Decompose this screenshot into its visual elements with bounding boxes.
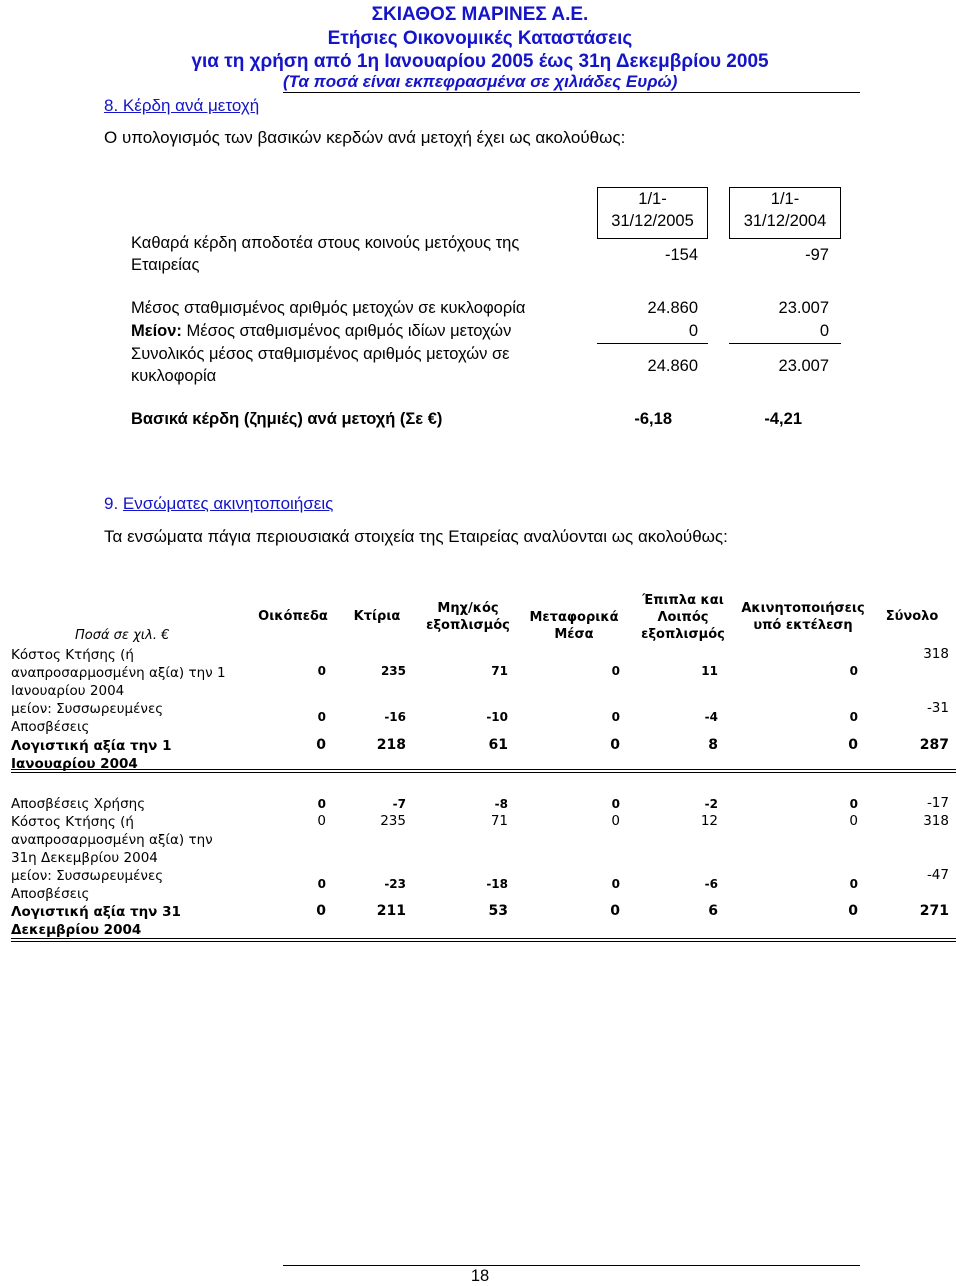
row-dep-year-label: Αποσβέσεις Χρήσης xyxy=(11,796,146,812)
header-rule xyxy=(283,92,860,93)
avg-shares-2005: 24.860 xyxy=(647,299,698,317)
row-nbv-dec-vehicles: 0 xyxy=(610,903,620,919)
net-profit-2004: -97 xyxy=(805,246,829,264)
section-9-title xyxy=(104,494,333,514)
row-dep-dec-machinery: -18 xyxy=(486,877,508,891)
col-2005-header-line2: 31/12/2005 xyxy=(611,212,694,230)
row-nbv-2004-construction: 0 xyxy=(848,737,858,753)
double-rule-1 xyxy=(11,769,956,773)
subtotal-rule-2004 xyxy=(729,343,841,344)
col-buildings: Κτίρια xyxy=(353,609,401,624)
row-cost-dec-total: 318 xyxy=(923,813,949,829)
row-cost-dec-machinery: 71 xyxy=(490,813,508,829)
row-dep-year-buildings: -7 xyxy=(392,797,406,811)
row-dep-2004-label: μείον: Συσσωρευμένες Αποσβέσεις xyxy=(11,701,164,735)
row-cost-dec-construction: 0 xyxy=(849,813,858,829)
row-nbv-dec-label: Λογιστική αξία την 31 Δεκεμβρίου 2004 xyxy=(11,904,181,938)
row-nbv-dec-construction: 0 xyxy=(848,903,858,919)
eps-2005: -6,18 xyxy=(634,410,672,428)
row-dep-dec-label: μείον: Συσσωρευμένες Αποσβέσεις xyxy=(11,868,164,902)
row-dep-2004-furniture: -4 xyxy=(704,710,718,724)
row-cost-dec-furniture: 12 xyxy=(700,813,718,829)
row-cost-2004-label: Κόστος Κτήσης (ή αναπροσαρμοσμένη αξία) την 1 Ιανουαρίου 2004 xyxy=(11,647,226,699)
currency-note: (Τα ποσά είναι εκπεφρασμένα σε χιλιάδες Ευρώ) xyxy=(283,72,678,91)
row-nbv-2004-label: Λογιστική αξία την 1 Ιανουαρίου 2004 xyxy=(11,738,172,772)
row-cost-dec-vehicles: 0 xyxy=(611,813,620,829)
col-2005-header-line1: 1/1- xyxy=(638,190,667,208)
row-nbv-dec-furniture: 6 xyxy=(708,903,718,919)
row-dep-dec-vehicles: 0 xyxy=(611,877,620,891)
row-dep-dec-land: 0 xyxy=(317,877,326,891)
row-dep-year-vehicles: 0 xyxy=(611,797,620,811)
row-cost-dec-land: 0 xyxy=(317,813,326,829)
double-rule-2 xyxy=(11,938,956,942)
treasury-shares-2004: 0 xyxy=(819,322,829,340)
total-shares-2004: 23.007 xyxy=(778,357,829,375)
section-8-intro: Ο υπολογισμός των βασικών κερδών ανά μετοχή έχει ως ακολούθως: xyxy=(104,128,626,147)
less-label: Μείον: xyxy=(131,322,182,340)
avg-shares-2004: 23.007 xyxy=(778,299,829,317)
col-land: Οικόπεδα xyxy=(258,609,328,624)
row-cost-2004-total: 318 xyxy=(923,646,949,662)
row-cost-2004-construction: 0 xyxy=(849,664,858,678)
row-nbv-2004-machinery: 61 xyxy=(488,737,508,753)
row-dep-year-machinery: -8 xyxy=(494,797,508,811)
avg-shares-label: Μέσος σταθμισμένος αριθμός μετοχών σε κυκλοφορία xyxy=(131,299,526,317)
row-cost-dec-buildings: 235 xyxy=(380,813,406,829)
row-nbv-2004-vehicles: 0 xyxy=(610,737,620,753)
row-dep-2004-construction: 0 xyxy=(849,710,858,724)
row-cost-2004-machinery: 71 xyxy=(491,664,508,678)
section-8-title: 8. Κέρδη ανά μετοχή xyxy=(104,96,260,115)
row-dep-2004-machinery: -10 xyxy=(486,710,508,724)
row-dep-year-total: -17 xyxy=(926,795,949,811)
row-nbv-dec-machinery: 53 xyxy=(488,903,508,919)
amount-note: Ποσά σε χιλ. € xyxy=(75,628,170,643)
row-cost-2004-vehicles: 0 xyxy=(611,664,620,678)
row-dep-2004-vehicles: 0 xyxy=(611,710,620,724)
subtotal-rule-2005 xyxy=(597,343,708,344)
col-assets-under-construction: Ακινητοποιήσεις υπό εκτέλεση xyxy=(741,601,865,633)
row-nbv-2004-land: 0 xyxy=(316,737,326,753)
row-dep-year-land: 0 xyxy=(317,797,326,811)
row-dep-dec-construction: 0 xyxy=(849,877,858,891)
row-dep-dec-total: -47 xyxy=(926,867,949,883)
col-2004-header-line1: 1/1- xyxy=(770,190,800,208)
row-nbv-dec-total: 271 xyxy=(919,903,949,919)
col-total: Σύνολο xyxy=(885,609,939,624)
col-machinery: Μηχ/κός εξοπλισμός xyxy=(426,601,510,633)
col-vehicles: Μεταφορικά Μέσα xyxy=(529,610,619,642)
net-profit-2005: -154 xyxy=(664,246,698,264)
treasury-shares-label xyxy=(131,322,511,341)
net-profit-label-line2: Εταιρείας xyxy=(131,256,200,274)
section-9-intro: Τα ενσώματα πάγια περιουσιακά στοιχεία της Εταιρείας αναλύονται ως ακολούθως: xyxy=(104,527,728,546)
row-nbv-2004-buildings: 218 xyxy=(376,737,406,753)
eps-2004: -4,21 xyxy=(764,410,802,428)
row-dep-year-construction: 0 xyxy=(849,797,858,811)
row-cost-dec-label: Κόστος Κτήσης (ή αναπροσαρμοσμένη αξία) την 31η Δεκεμβρίου 2004 xyxy=(11,814,213,866)
treasury-shares-2005: 0 xyxy=(688,322,698,340)
row-dep-2004-land: 0 xyxy=(317,710,326,724)
period-title: για τη χρήση από 1η Ιανουαρίου 2005 έως 31η Δεκεμβρίου 2005 xyxy=(191,51,769,72)
net-profit-label-line1: Καθαρά κέρδη αποδοτέα στους κοινούς μετόχους της xyxy=(131,234,520,252)
row-dep-dec-buildings: -23 xyxy=(384,877,406,891)
section-9-title-text: Ενσώματες ακινητοποιήσεις xyxy=(122,494,334,513)
eps-label: Βασικά κέρδη (ζημιές) ανά μετοχή (Σε €) xyxy=(131,410,443,428)
total-shares-label-line2: κυκλοφορία xyxy=(131,367,217,385)
row-nbv-dec-land: 0 xyxy=(316,903,326,919)
row-nbv-2004-total: 287 xyxy=(919,737,949,753)
total-shares-2005: 24.860 xyxy=(647,357,698,375)
row-dep-year-furniture: -2 xyxy=(704,797,718,811)
row-dep-dec-furniture: -6 xyxy=(704,877,718,891)
row-dep-2004-buildings: -16 xyxy=(384,710,406,724)
col-furniture: Έπιπλα και Λοιπός εξοπλισμός xyxy=(641,593,725,642)
section-9-number: 9. xyxy=(104,494,119,513)
row-dep-2004-total: -31 xyxy=(926,700,949,716)
row-nbv-2004-furniture: 8 xyxy=(708,737,718,753)
treasury-shares-text: Μέσος σταθμισμένος αριθμός ιδίων μετοχών xyxy=(181,322,512,340)
page-number: 18 xyxy=(470,1267,490,1285)
row-cost-2004-land: 0 xyxy=(317,664,326,678)
total-shares-label-line1: Συνολικός μέσος σταθμισμένος αριθμός μετοχών σε xyxy=(131,345,510,363)
col-2004-header-line2: 31/12/2004 xyxy=(743,212,827,230)
row-nbv-dec-buildings: 211 xyxy=(376,903,406,919)
row-cost-2004-furniture: 11 xyxy=(701,664,718,678)
document-title: Ετήσιες Οικονομικές Καταστάσεις xyxy=(327,28,633,49)
row-cost-2004-buildings: 235 xyxy=(380,664,406,678)
footer-rule xyxy=(283,1265,860,1266)
company-name: ΣΚΙΑΘΟΣ ΜΑΡΙΝΕΣ Α.Ε. xyxy=(371,4,589,25)
